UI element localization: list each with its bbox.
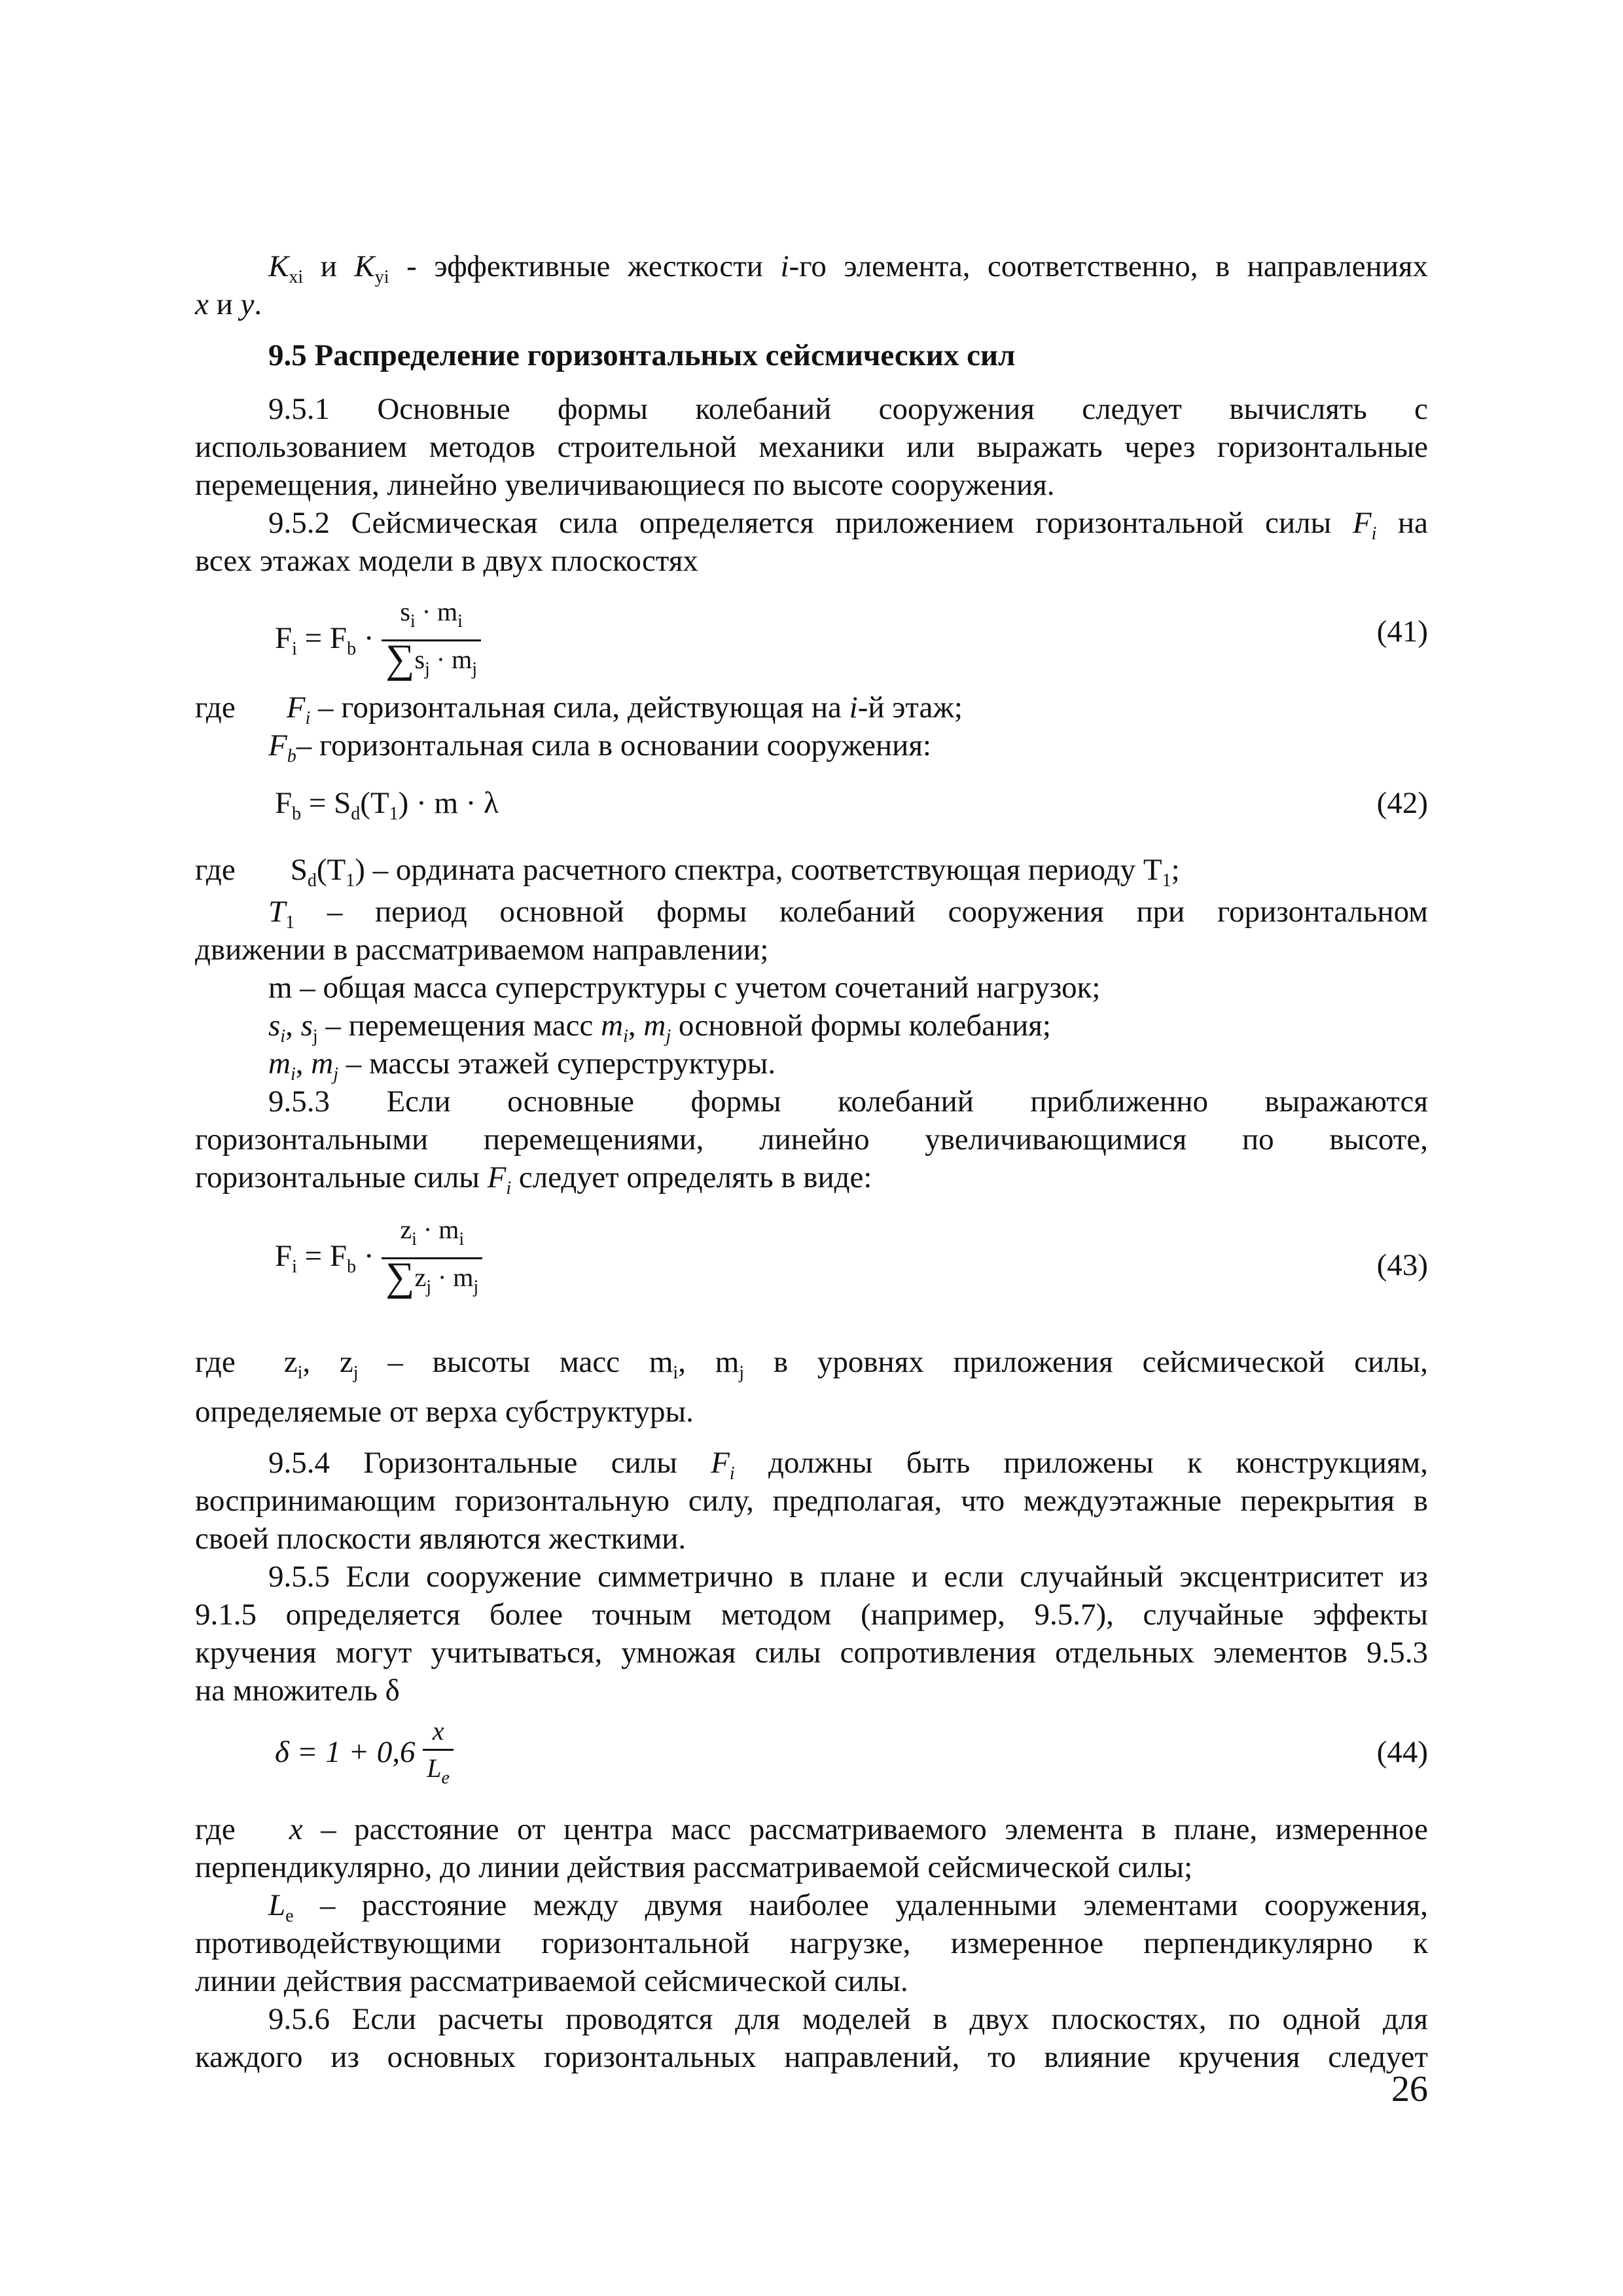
formula-41 — [275, 594, 481, 687]
page-number: 26 — [1391, 2069, 1428, 2109]
mj-symbol: m — [311, 1047, 334, 1081]
z-i-sub: i — [297, 1363, 303, 1383]
where-zi-zj — [195, 1343, 1428, 1392]
f43-lhs-sub: i — [292, 1256, 297, 1277]
f43-den-z: z — [414, 1263, 427, 1292]
p954-text-end: должны быть приложены к конструкциям, — [734, 1446, 1428, 1480]
f42-t-sub: 1 — [389, 804, 399, 824]
f43-den-m-sub: j — [473, 1277, 479, 1297]
fb-desc: – горизонтальная сила в основании сооружения: — [296, 728, 931, 762]
where-m: m – общая масса суперструктуры с учетом сочетаний нагрузок; — [268, 971, 1101, 1005]
f41-num-s: s — [400, 597, 410, 626]
comma-1: , — [285, 1009, 301, 1043]
s-symbol: s — [268, 1009, 281, 1043]
equation-number-42: (42) — [1376, 786, 1428, 820]
m-i: m — [649, 1345, 673, 1379]
f44-den-sub: e — [441, 1768, 450, 1788]
m-sub-j: j — [666, 1026, 671, 1047]
m-symbol: m — [601, 1009, 624, 1043]
f44-numerator: x — [423, 1713, 454, 1751]
paragraph-953-line3 — [195, 1158, 1428, 1208]
f41-den-m-sub: j — [472, 659, 478, 679]
def-text-2: -го элемента, соответственно, в направлениях — [789, 249, 1428, 283]
paragraph-954-line2: воспринимающим горизонтальную силу, предполагая, что междуэтажные перекрытия в — [195, 1484, 1428, 1518]
fb-symbol: F — [268, 728, 287, 762]
f41-num-s-sub: i — [410, 611, 416, 632]
f44-denominator — [423, 1751, 454, 1796]
paragraph-954-line3: своей плоскости являются жесткими. — [195, 1522, 687, 1556]
p952-text: 9.5.2 Сейсмическая сила определяется приложением горизонтальной силы — [268, 506, 1353, 540]
comma-3: , — [295, 1047, 312, 1081]
sd-desc: – ордината расчетного спектра, соответствующая периоду — [365, 853, 1143, 887]
mi-symbol: m — [268, 1047, 291, 1081]
where-le-line3: линии действия рассматриваемой сейсмической силы. — [195, 1964, 908, 1998]
where-x — [195, 1810, 1428, 1848]
fi-sub: i — [1371, 524, 1377, 544]
t1-symbol-2: T — [268, 895, 286, 929]
comma-2: , — [628, 1009, 644, 1043]
f41-lhs-sub: i — [292, 638, 297, 659]
mi-sub: i — [290, 1064, 296, 1085]
fi-sub-2: i — [305, 708, 311, 728]
paragraph-955-line3: кручения могут учитываться, умножая силы сопротивления отдельных элементов 9.5.3 — [195, 1636, 1428, 1670]
f41-den-s: s — [414, 645, 425, 674]
where-label: где — [195, 691, 236, 725]
f43-den-m: · m — [431, 1263, 474, 1292]
sd-t: (T — [316, 853, 346, 887]
fi-symbol: F — [1352, 506, 1372, 540]
period: . — [254, 287, 262, 321]
fi-symbol-2: F — [286, 691, 306, 725]
f41-fraction — [382, 594, 481, 687]
formula-44 — [275, 1713, 454, 1796]
le-desc: – расстояние между двумя наиболее удаленными элементами сооружения, — [293, 1888, 1428, 1922]
s-sub-i: i — [280, 1026, 286, 1047]
sd-s: S — [290, 853, 308, 887]
sd-close: ) — [355, 853, 365, 887]
paragraph-952-line2: всех этажах модели в двух плоскостях — [195, 544, 698, 578]
paragraph-955-line2: 9.1.5 определяется более точным методом (например, 9.5.7), случайные эффекты — [195, 1598, 1428, 1632]
i-symbol-2: i — [849, 691, 858, 725]
p952-text-end: на — [1376, 506, 1428, 540]
m-j: , m — [678, 1345, 740, 1379]
f43-eq: = F — [296, 1238, 348, 1273]
and-text: и — [303, 249, 355, 283]
f43-den-z-sub: j — [426, 1277, 431, 1297]
paragraph-951-line1: 9.5.1 Основные формы колебаний сооружения следует вычислять с — [268, 392, 1428, 426]
z-desc-end: в уровнях приложения сейсмической силы, — [744, 1345, 1428, 1379]
f43-fb-sub: b — [347, 1256, 357, 1277]
s-desc-end: основной формы колебания; — [671, 1009, 1051, 1043]
f42-rest: ) · m · λ — [398, 786, 499, 820]
m-symbol-2: m — [643, 1009, 666, 1043]
t1-sub-2: 1 — [285, 912, 295, 933]
f41-fb-sub: b — [347, 638, 357, 659]
f42-lhs: F — [275, 786, 293, 820]
z-desc: – высоты масс — [358, 1345, 649, 1379]
where-label-3: где — [195, 1345, 236, 1379]
xy-line — [195, 285, 1428, 323]
f41-num-m-sub: i — [457, 611, 463, 632]
paragraph-955-line1: 9.5.5 Если сооружение симметрично в плане и если случайный эксцентриситет из — [268, 1560, 1428, 1594]
f41-lhs: F — [275, 620, 293, 655]
paragraph-956-line1: 9.5.6 Если расчеты проводятся для моделей в двух плоскостях, по одной для — [268, 2002, 1428, 2036]
fi-desc-end: -й этаж; — [857, 691, 963, 725]
y-symbol: y — [240, 287, 255, 321]
f43-numerator — [382, 1212, 482, 1259]
fi-symbol-4: F — [711, 1446, 730, 1480]
f41-sum: ∑ — [385, 637, 415, 681]
f42-t: (T — [360, 786, 389, 820]
fi-symbol-3: F — [487, 1160, 507, 1194]
equation-number-44: (44) — [1376, 1735, 1428, 1769]
x-symbol-2: x — [289, 1812, 303, 1846]
m-sub-i: i — [623, 1026, 628, 1047]
f41-denominator — [382, 637, 481, 687]
f42-sd-sub: d — [351, 804, 361, 824]
fi-desc: – горизонтальная сила, действующая на — [310, 691, 849, 725]
paragraph-951-line3: перемещения, линейно увеличивающиеся по высоте сооружения. — [195, 468, 1055, 502]
paragraph-953-line2: горизонтальными перемещениями, линейно увеличивающимися по высоте, — [195, 1122, 1428, 1157]
where-le-line2: противодействующими горизонтальной нагрузке, измеренное перпендикулярно к — [195, 1926, 1428, 1960]
where-fb — [268, 726, 1428, 776]
x-symbol: x — [195, 287, 209, 321]
m-i-sub: i — [673, 1363, 679, 1383]
f43-dot: · — [356, 1238, 382, 1273]
f42-eq: = S — [301, 786, 351, 820]
fi-sub-4: i — [729, 1463, 735, 1484]
z-j-sub: j — [353, 1363, 359, 1383]
s-desc: – перемещения масс — [317, 1009, 601, 1043]
t1-desc: – период основной формы колебаний сооружения при горизонтальном — [294, 895, 1428, 929]
equation-number-43: (43) — [1376, 1248, 1428, 1282]
f43-num-z-sub: i — [412, 1229, 417, 1249]
f41-den-m: · m — [429, 645, 473, 674]
fi-sub-3: i — [506, 1178, 512, 1198]
f44-lhs: δ = 1 + 0,6 — [275, 1734, 416, 1769]
m-desc: – массы этажей суперструктуры. — [338, 1047, 776, 1081]
kx-sub: xi — [289, 267, 304, 287]
f43-num-m: · m — [416, 1215, 459, 1244]
ky-sub: yi — [374, 267, 389, 287]
where-label-2: где — [195, 853, 236, 887]
t1-end: ; — [1171, 853, 1180, 887]
p953-text: горизонтальные силы — [195, 1160, 488, 1194]
s-sub-j: j — [312, 1026, 318, 1047]
f41-numerator — [382, 594, 481, 641]
f43-denominator — [382, 1255, 482, 1305]
section-heading: 9.5 Распределение горизонтальных сейсмических сил — [268, 338, 1016, 372]
sd-sub: d — [307, 870, 317, 891]
x-desc: – расстояние от центра масс рассматриваемого элемента в плане, измеренное — [302, 1812, 1428, 1846]
and-text-2: и — [208, 287, 241, 321]
paragraph-955-line4: на множитель δ — [195, 1674, 400, 1708]
paragraph-951-line2: использованием методов строительной механики или выражать через горизонтальные — [195, 430, 1428, 464]
kx-symbol: K — [268, 249, 289, 283]
t1-symbol: T — [1143, 853, 1162, 887]
f41-dot: · — [356, 620, 382, 655]
f41-eq: = F — [296, 620, 348, 655]
i-symbol: i — [780, 249, 789, 283]
s-symbol-2: s — [300, 1009, 313, 1043]
f44-den-l: L — [427, 1753, 442, 1783]
f43-sum: ∑ — [385, 1255, 415, 1299]
le-symbol: L — [268, 1888, 286, 1922]
le-sub: e — [285, 1906, 294, 1926]
z-j: , z — [302, 1345, 353, 1379]
formula-43 — [275, 1212, 482, 1305]
f43-num-z: z — [400, 1215, 412, 1244]
f43-fraction — [382, 1212, 482, 1305]
where-label-4: где — [195, 1812, 236, 1846]
f44-fraction — [423, 1713, 454, 1796]
p953-text-end: следует определять в виде: — [511, 1160, 872, 1194]
where-zi-zj-line2: определяемые от верха субструктуры. — [195, 1395, 694, 1429]
paragraph-953-line1: 9.5.3 Если основные формы колебаний приближенно выражаются — [268, 1085, 1428, 1119]
t1-sub: 1 — [1162, 870, 1171, 891]
m-j-sub: j — [739, 1363, 745, 1383]
sd-t-sub: 1 — [346, 870, 355, 891]
f41-den-s-sub: j — [425, 659, 430, 679]
def-text-1: - эффективные жесткости — [389, 249, 781, 283]
f42-lhs-sub: b — [292, 804, 302, 824]
f43-lhs: F — [275, 1238, 293, 1273]
mj-sub: j — [333, 1064, 338, 1085]
equation-number-41: (41) — [1376, 615, 1428, 649]
f43-num-m-sub: i — [459, 1229, 465, 1249]
paragraph-956-line2: каждого из основных горизонтальных направлений, то влияние кручения следует — [195, 2040, 1428, 2074]
f41-num-m: · m — [415, 597, 458, 626]
p954-text: 9.5.4 Горизонтальные силы — [268, 1446, 711, 1480]
formula-42 — [275, 784, 499, 833]
fb-sub: b — [287, 746, 296, 766]
z-i: z — [283, 1345, 298, 1379]
ky-symbol: K — [354, 249, 375, 283]
where-x-line2: перпендикулярно, до линии действия рассматриваемой сейсмической силы; — [195, 1850, 1193, 1884]
where-t1-line2: движении в рассматриваемом направлении; — [195, 933, 769, 967]
